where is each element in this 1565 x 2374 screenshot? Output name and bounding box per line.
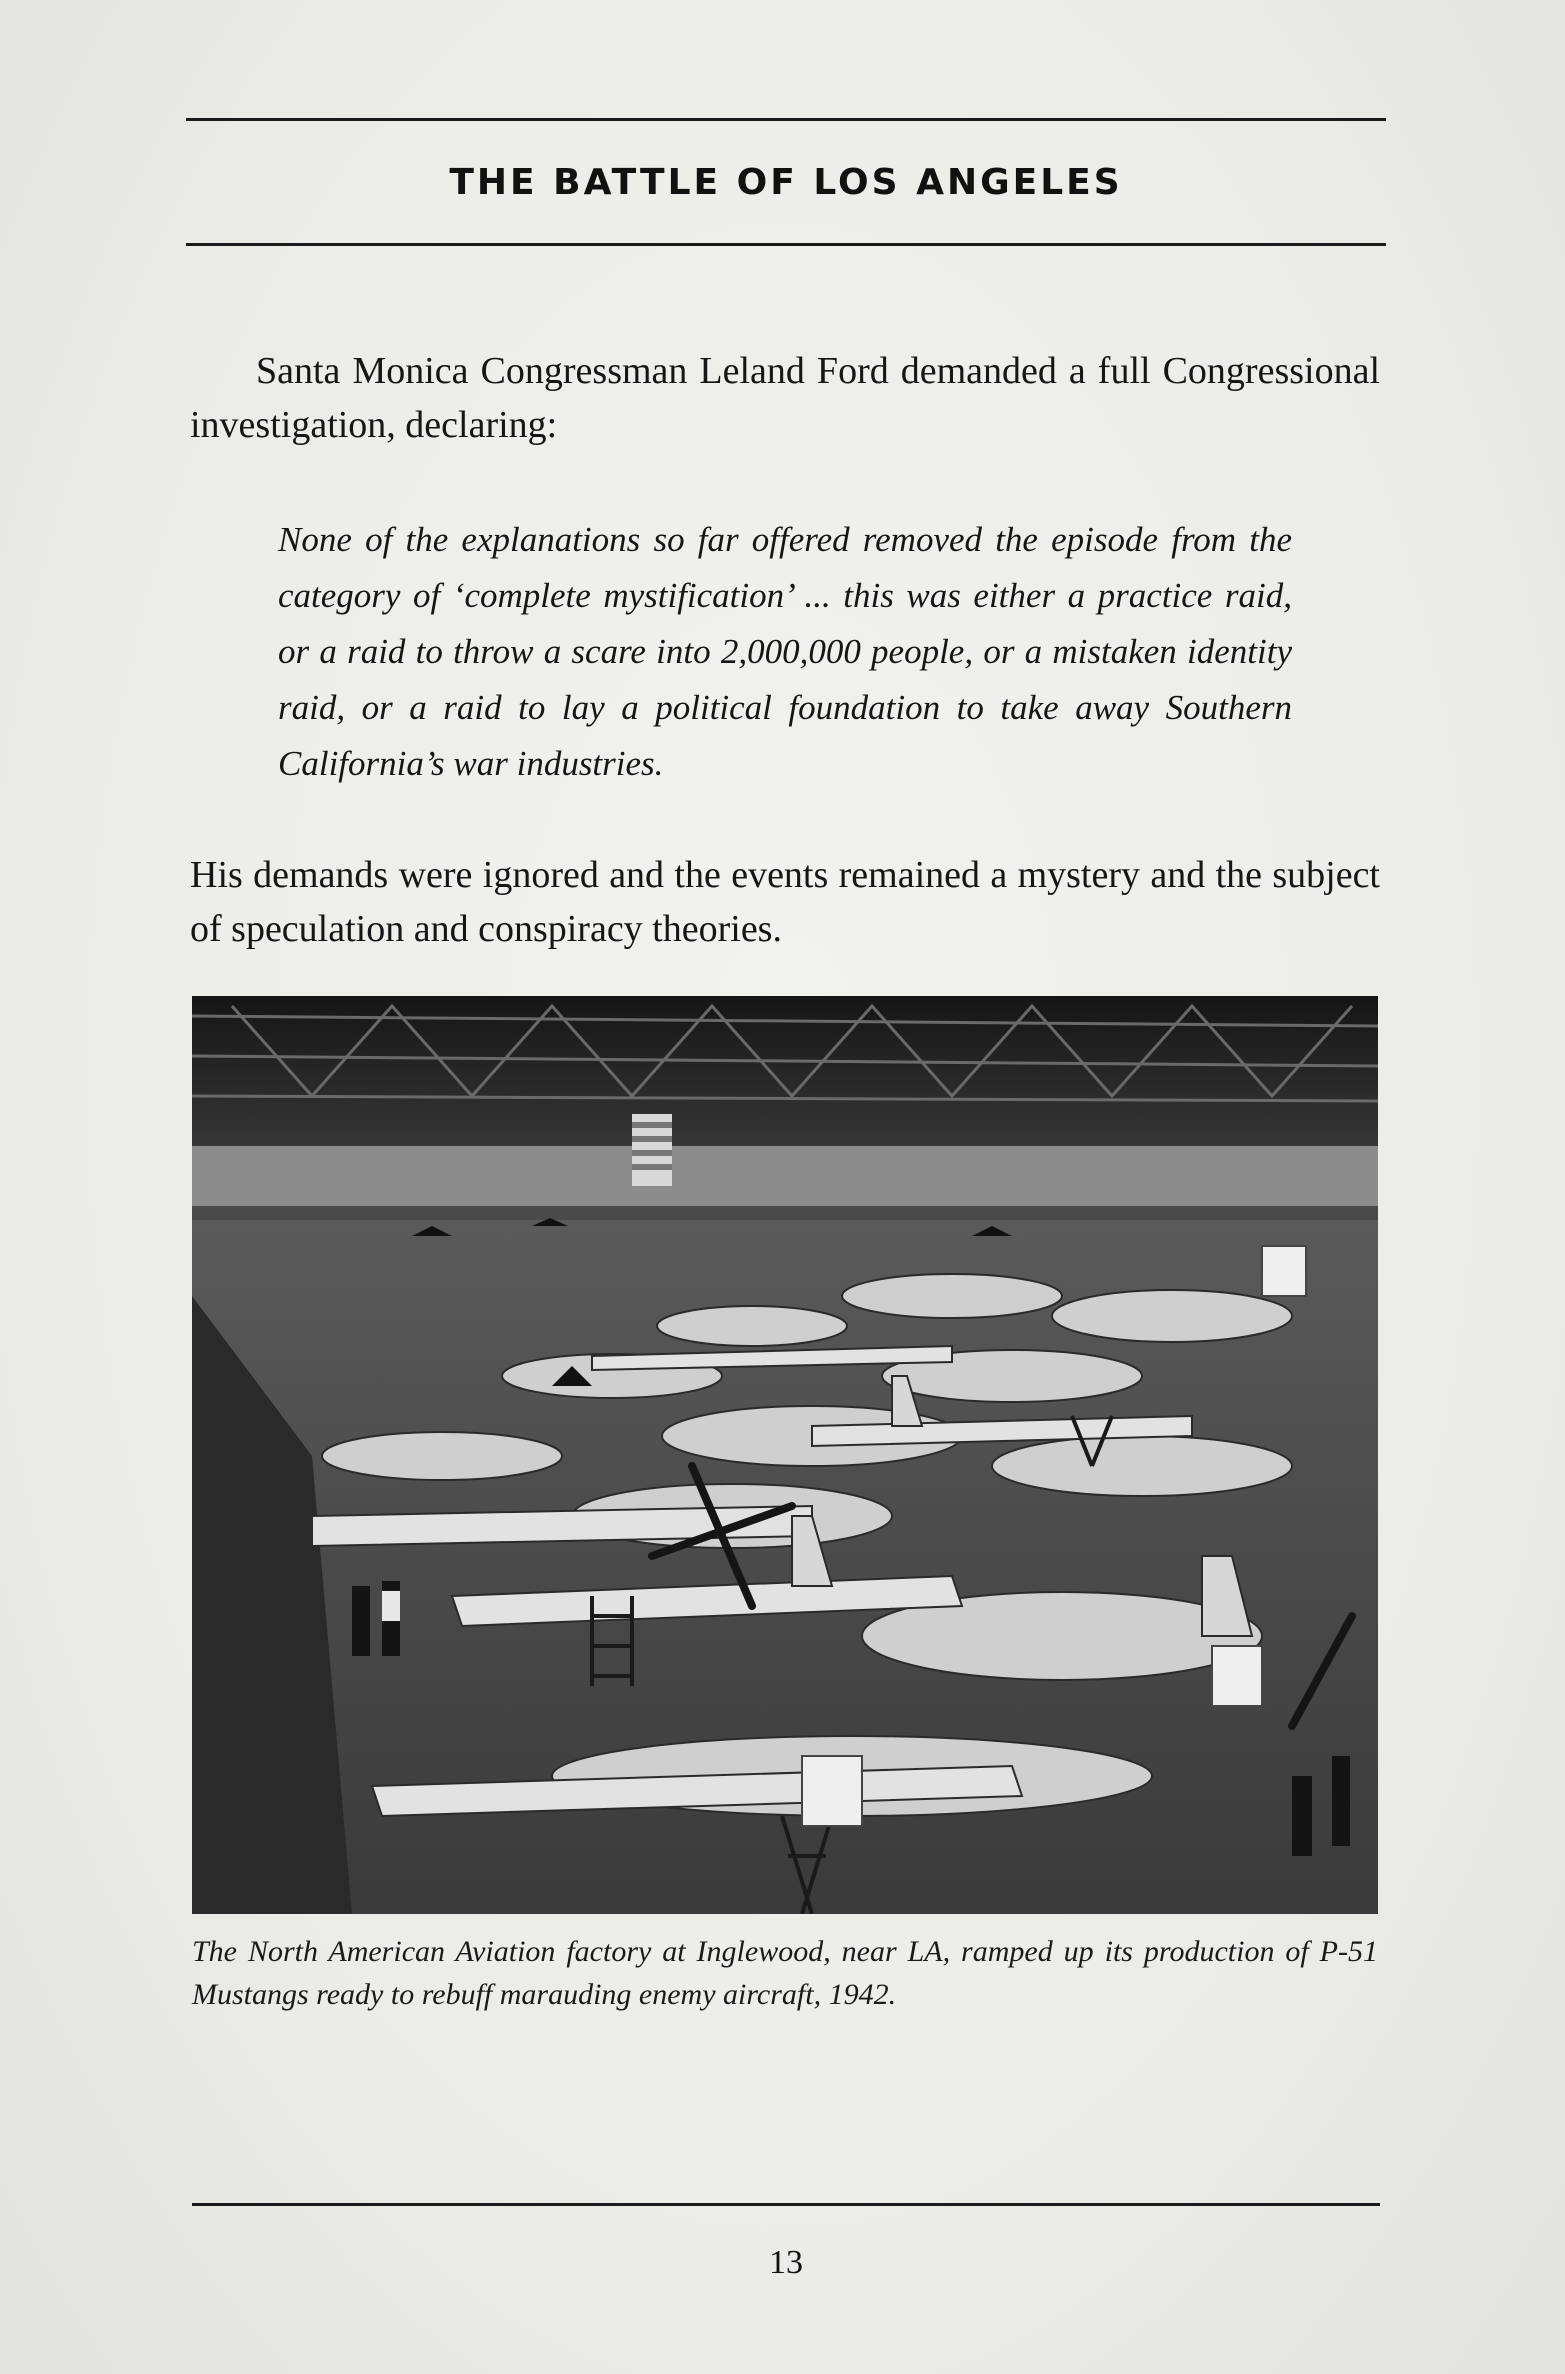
- page-number: 13: [769, 2244, 803, 2281]
- body-paragraph-2: His demands were ignored and the events remained a mystery and the subject of speculation and conspiracy theories.: [190, 854, 1380, 950]
- header-top-rule: [186, 118, 1386, 121]
- header-bottom-rule: [186, 243, 1386, 246]
- body-paragraph-1: Santa Monica Congressman Leland Ford demanded a full Congressional investigation, declaring:: [190, 350, 1380, 446]
- block-quote: None of the explanations so far offered removed the episode from the category of ‘complete mystification’ ... this was either a practice raid, or a raid to throw a scare into 2,000,000 people, or a mistaken identity raid, or a raid to lay a political foundation to take away Southern California’s war industries.: [278, 520, 1292, 783]
- footer-rule: [192, 2203, 1380, 2206]
- factory-photo: [192, 996, 1378, 1914]
- running-head: THE BATTLE OF LOS ANGELES: [449, 162, 1123, 203]
- figure-caption: The North American Aviation factory at Inglewood, near LA, ramped up its production of P-51 Mustangs ready to rebuff marauding enemy aircraft, 1942.: [192, 1935, 1378, 2011]
